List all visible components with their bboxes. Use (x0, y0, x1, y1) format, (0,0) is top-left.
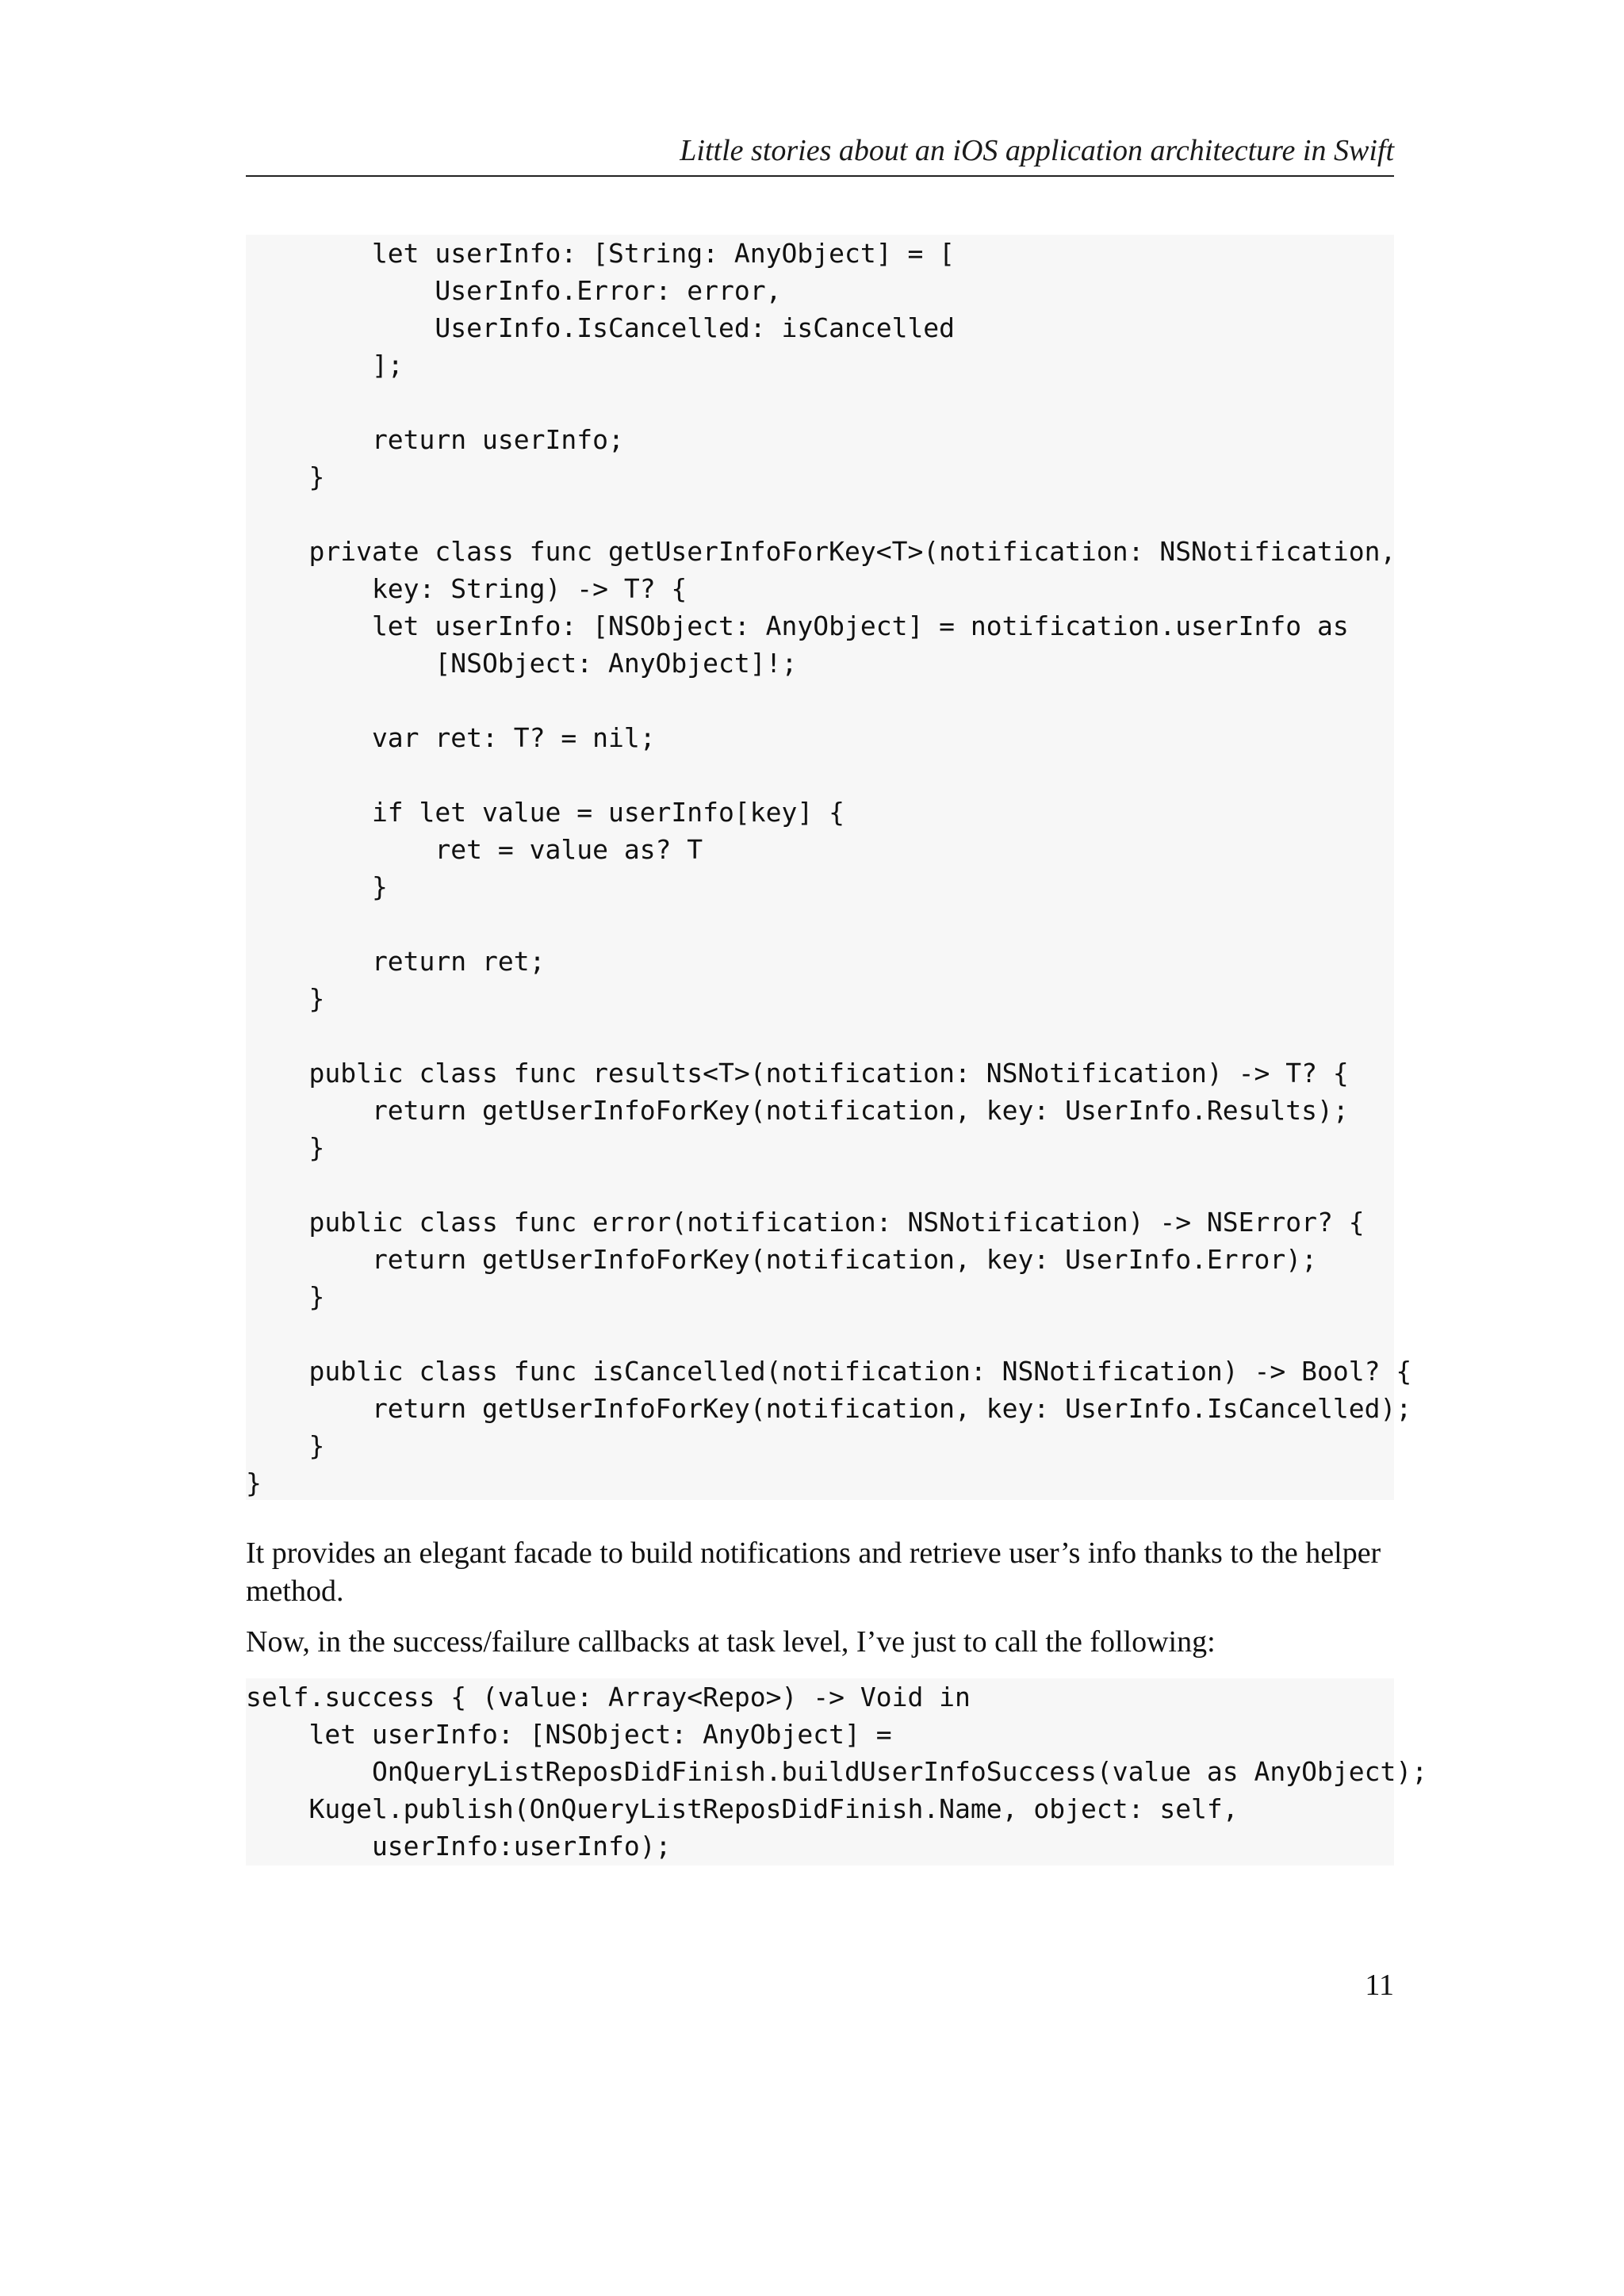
body-paragraph: Now, in the success/failure callbacks at task level, I’ve just to call the following: (246, 1625, 1216, 1659)
code-block-swift-notification-helpers (246, 235, 1412, 1500)
body-paragraph: It provides an elegant facade to build notifications and retrieve user’s info thanks to the helper method. (246, 1536, 1381, 1608)
code-listing: self.success { (value: Array<Repo>) -> Void in let userInfo: [NSObject: AnyObject] = OnQueryListReposDidFinish.buildUserInfoSuccess(value as AnyObject); Kugel.publish(OnQueryListReposDidFinish.Name, object: self, userInfo:userInfo); (246, 1682, 1428, 1862)
code-listing: let userInfo: [String: AnyObject] = [ UserInfo.Error: error, UserInfo.IsCancelled: isCancelled ]; return userInfo; } private class func getUserInfoForKey<T>(notification: NSNotification, key: String) -> T? { let userInfo: [NSObject: AnyObject] = notification.userInfo as [NSObject: AnyObject]!; var ret: T? = nil; if let value = userInfo[key] { ret = value as? T } return ret; } public class func results<T>(notification: NSNotification) -> T? { return getUserInfoForKey(notification, key: UserInfo.Results); } public class func error(notification: NSNotification) -> NSError? { return getUserInfoForKey(notification, key: UserInfo.Error); } public class func isCancelled(notification: NSNotification) -> Bool? { return getUserInfoForKey(notification, key: UserInfo.IsCancelled); } } (246, 238, 1412, 1498)
page-number: 11 (1365, 1969, 1394, 2002)
running-header: Little stories about an iOS application architecture in Swift (680, 134, 1394, 167)
code-block-success-callback (246, 1678, 1428, 1866)
header-rule (246, 175, 1394, 177)
